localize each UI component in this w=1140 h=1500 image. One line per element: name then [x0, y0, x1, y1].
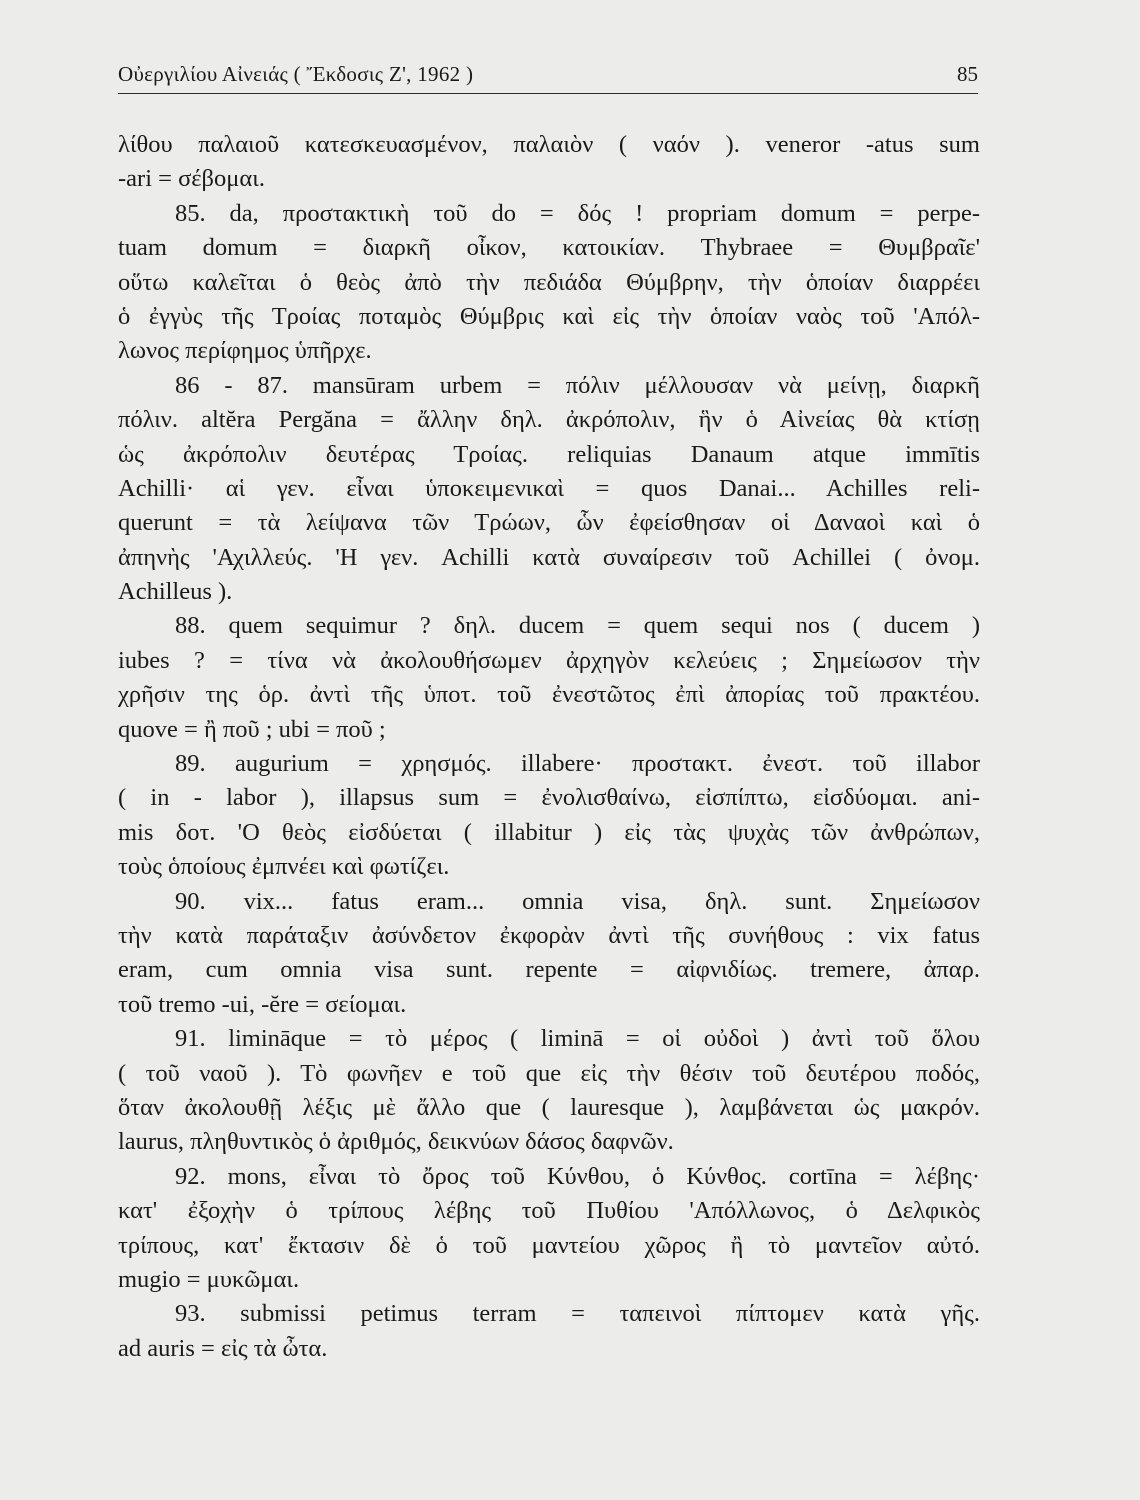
- text-line: eram, cum omnia visa sunt. repente = αἰφνιδίως. tremere, ἀπαρ.: [118, 956, 980, 984]
- text-line: χρῆσιν της ὁρ. ἀντὶ τῆς ὑποτ. τοῦ ἐνεστῶτος ἐπὶ ἀπορίας τοῦ πρακτέου.: [118, 681, 980, 709]
- running-title: Οὐεργιλίου Αἰνειάς ( Ἔκδοσις Ζ', 1962 ): [118, 62, 474, 86]
- text-line: quove = ἢ ποῦ ; ubi = ποῦ ;: [118, 715, 386, 743]
- text-line: 88. quem sequimur ? δηλ. ducem = quem sequi nos ( ducem ): [175, 612, 980, 640]
- text-line: ὁ ἐγγὺς τῆς Τροίας ποταμὸς Θύμβρις καὶ εἰς τὴν ὁποίαν ναὸς τοῦ 'Απόλ-: [118, 302, 980, 330]
- text-line: ἀπηνὴς 'Αχιλλεύς. 'Η γεν. Achilli κατὰ συναίρεσιν τοῦ Achillei ( ὀνομ.: [118, 543, 980, 571]
- text-line: τὴν κατὰ παράταξιν ἀσύνδετον ἐκφορὰν ἀντὶ τῆς συνήθους : vix fatus: [118, 921, 980, 949]
- text-line: ad auris = εἰς τὰ ὦτα.: [118, 1334, 328, 1362]
- text-line: ( in - labor ), illapsus sum = ἐνολισθαίνω, εἰσπίπτω, εἰσδύομαι. ani-: [118, 784, 980, 812]
- text-line: 90. vix... fatus eram... omnia visa, δηλ. sunt. Σημείωσον: [175, 887, 980, 915]
- text-line: 89. augurium = χρησμός. illabere· προστακτ. ἐνεστ. τοῦ illabor: [175, 750, 980, 778]
- text-line: τρίπους, κατ' ἔκτασιν δὲ ὁ τοῦ μαντείου χῶρος ἢ τὸ μαντεῖον αὐτό.: [118, 1231, 980, 1259]
- text-line: 85. da, προστακτικὴ τοῦ do = δός ! propriam domum = perpe-: [175, 199, 980, 227]
- text-line: querunt = τὰ λείψανα τῶν Τρώων, ὧν ἐφείσθησαν οἱ Δαναοὶ καὶ ὁ: [118, 509, 980, 537]
- running-head: [118, 58, 978, 94]
- text-line: ( τοῦ ναοῦ ). Τὸ φωνῆεν e τοῦ que εἰς τὴν θέσιν τοῦ δευτέρου ποδός,: [118, 1059, 980, 1087]
- text-line: Achilli· αἱ γεν. εἶναι ὑποκειμενικαὶ = quos Danai... Achilles reli-: [118, 474, 980, 502]
- text-line: iubes ? = τίνα νὰ ἀκολουθήσωμεν ἀρχηγὸν κελεύεις ; Σημείωσον τὴν: [118, 646, 980, 674]
- text-line: ὡς ἀκρόπολιν δευτέρας Τροίας. reliquias Danaum atque immītis: [118, 440, 980, 468]
- text-line: ὅταν ἀκολουθῇ λέξις μὲ ἄλλο que ( lauresque ), λαμβάνεται ὡς μακρόν.: [118, 1093, 980, 1121]
- text-line: τοὺς ὁποίους ἐμπνέει καὶ φωτίζει.: [118, 853, 450, 881]
- text-line: 93. submissi petimus terram = ταπεινοὶ πίπτομεν κατὰ γῆς.: [175, 1300, 980, 1328]
- text-line: mugio = μυκῶμαι.: [118, 1265, 300, 1293]
- text-line: Achilleus ).: [118, 578, 233, 606]
- page-number: 85: [957, 62, 978, 86]
- text-line: tuam domum = διαρκῆ οἶκον, κατοικίαν. Thybraee = Θυμβραῖε': [118, 234, 980, 262]
- text-line: mis δοτ. 'Ο θεὸς εἰσδύεται ( illabitur ) εἰς τὰς ψυχὰς τῶν ἀνθρώπων,: [118, 818, 980, 846]
- commentary-text: [118, 128, 980, 1366]
- text-line: οὕτω καλεῖται ὁ θεὸς ἀπὸ τὴν πεδιάδα Θύμβρην, τὴν ὁποίαν διαρρέει: [118, 268, 980, 296]
- text-line: 91. limināque = τὸ μέρος ( liminā = οἱ οὐδοὶ ) ἀντὶ τοῦ ὅλου: [175, 1025, 980, 1053]
- text-line: 92. mons, εἶναι τὸ ὄρος τοῦ Κύνθου, ὁ Κύνθος. cortīna = λέβης·: [175, 1162, 980, 1190]
- text-line: τοῦ tremo -ui, -ĕre = σείομαι.: [118, 990, 407, 1018]
- text-line: λωνος περίφημος ὑπῆρχε.: [118, 337, 372, 365]
- text-line: κατ' ἐξοχὴν ὁ τρίπους λέβης τοῦ Πυθίου 'Απόλλωνος, ὁ Δελφικὸς: [118, 1197, 980, 1225]
- text-line: 86 - 87. mansūram urbem = πόλιν μέλλουσαν νὰ μείνῃ, διαρκῆ: [175, 371, 980, 399]
- text-line: λίθου παλαιοῦ κατεσκευασμένον, παλαιὸν ( ναόν ). veneror -atus sum: [118, 131, 980, 158]
- text-line: laurus, πληθυντικὸς ὁ ἀριθμός, δεικνύων δάσος δαφνῶν.: [118, 1128, 674, 1156]
- text-line: πόλιν. altĕra Pergăna = ἄλλην δηλ. ἀκρόπολιν, ἣν ὁ Αἰνείας θὰ κτίσῃ: [118, 406, 980, 434]
- text-line: -ari = σέβομαι.: [118, 165, 265, 193]
